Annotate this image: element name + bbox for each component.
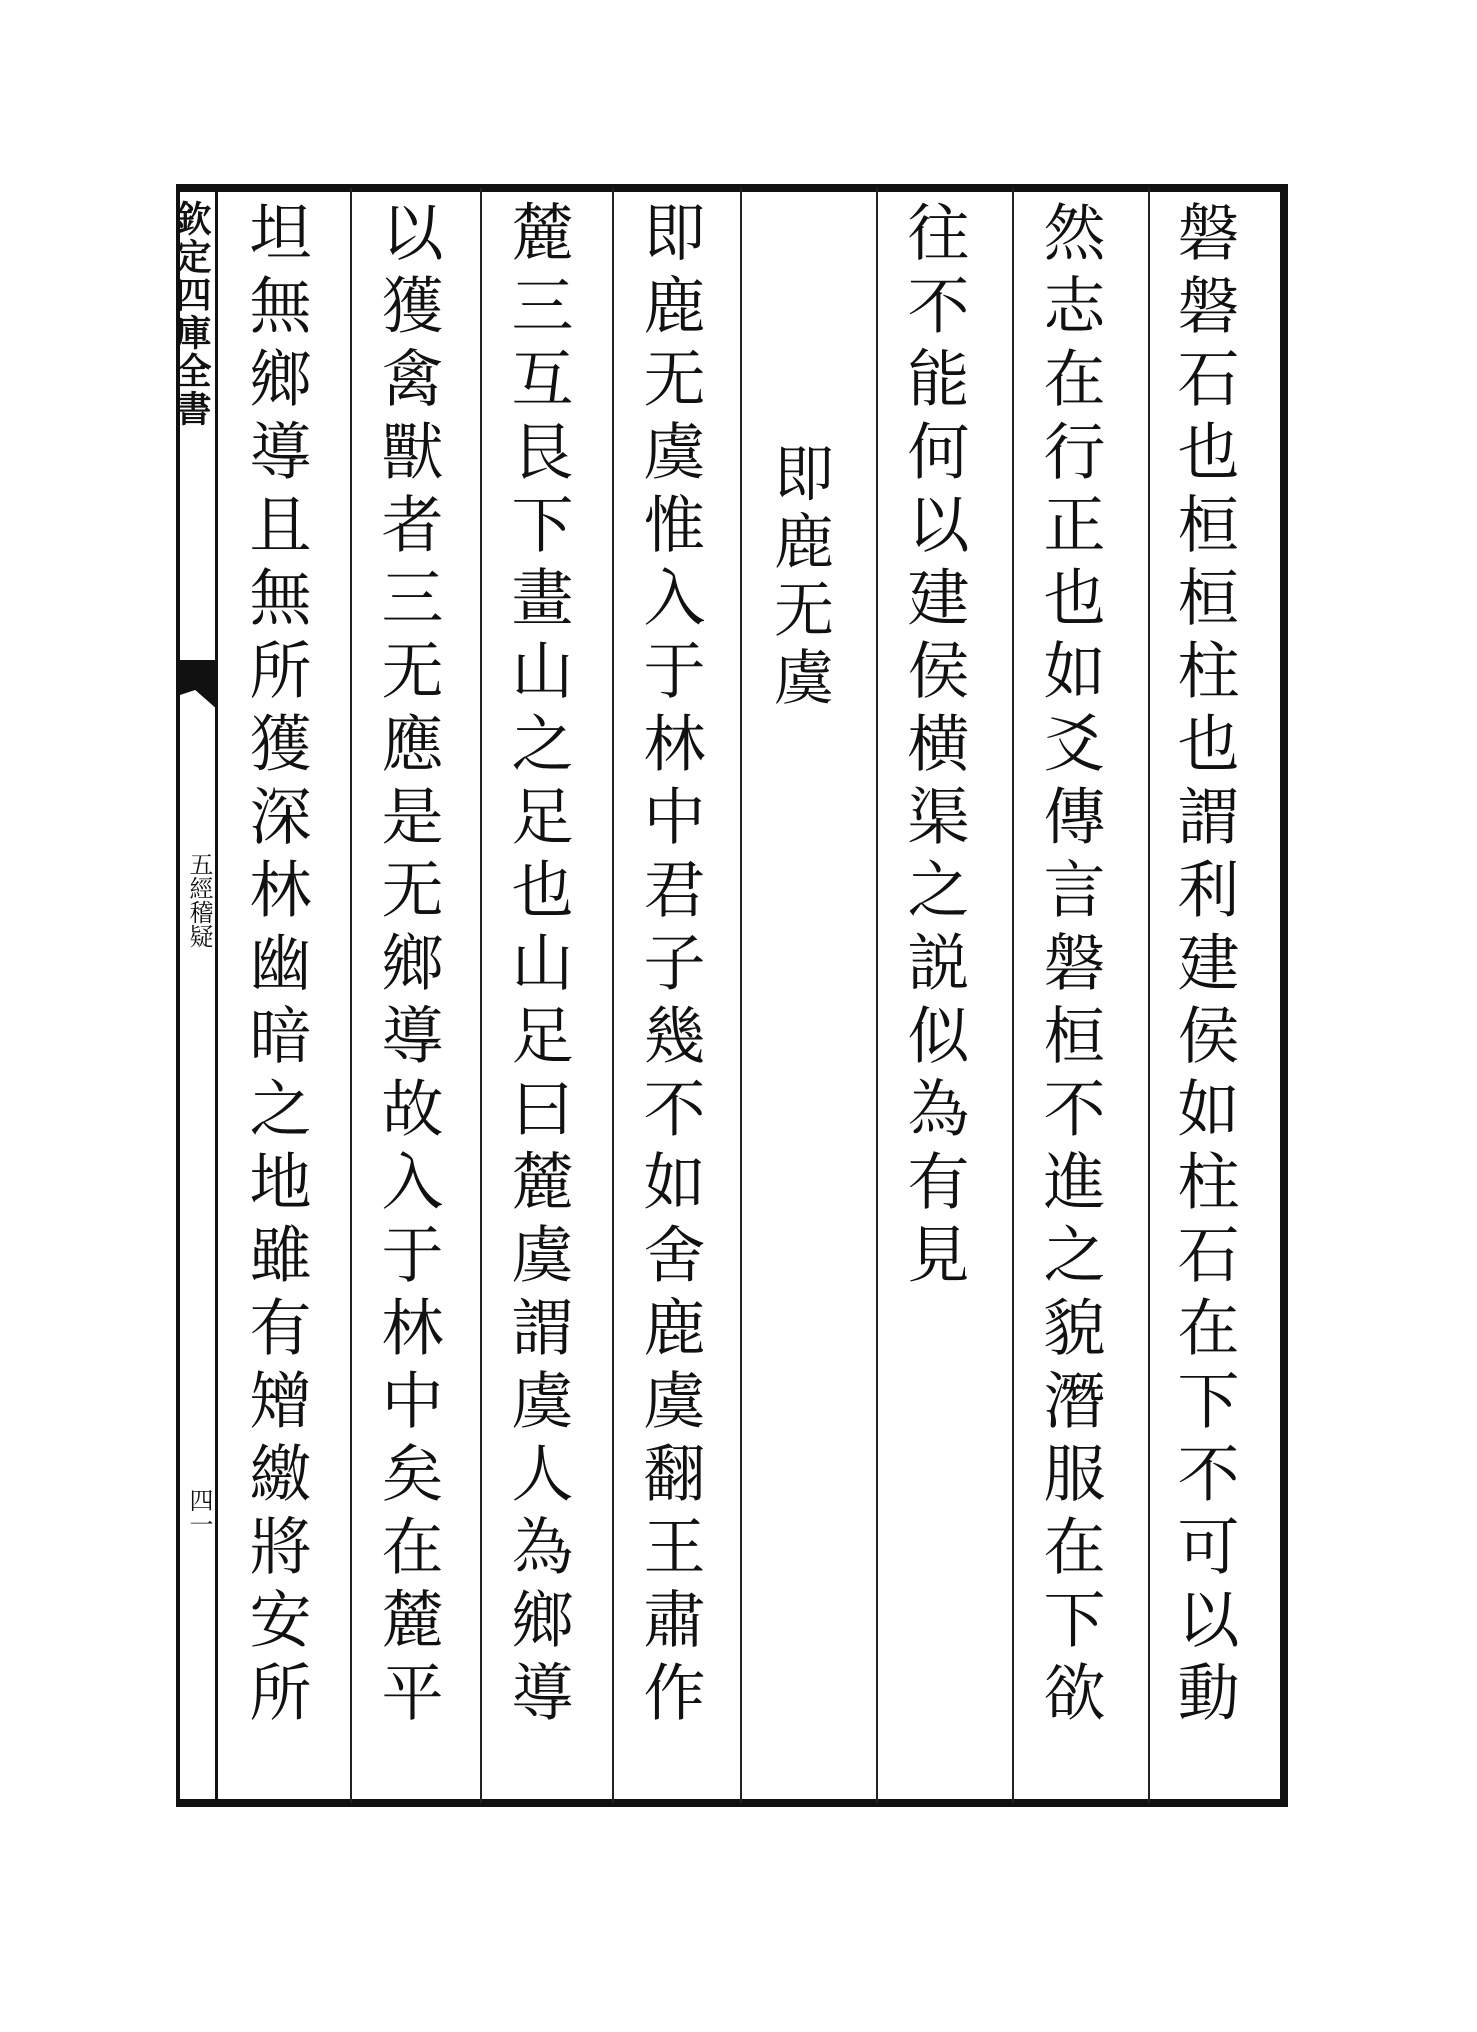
series-title: 欽定四庫全書 (170, 200, 212, 428)
column-divider (350, 188, 352, 1803)
column-divider (876, 188, 878, 1803)
page-frame (170, 184, 1288, 1807)
column-divider (740, 188, 742, 1803)
column-divider (612, 188, 614, 1803)
margin-strip (170, 188, 218, 1803)
column-divider (1148, 188, 1150, 1803)
page-number: 四一 (185, 1488, 213, 1536)
text-column-2: 然志在行正也如爻傳言磐桓不進之貌潛服在下欲 (1033, 200, 1106, 1733)
text-column-8: 坦無鄉導且無所獲深林幽暗之地雖有矰繳將安所 (239, 200, 312, 1733)
column-divider (480, 188, 482, 1803)
column-divider (1012, 188, 1014, 1803)
text-column-6: 麓三互艮下畫山之足也山足曰麓虞謂虞人為鄉導 (501, 200, 574, 1733)
text-column-5: 即鹿无虞惟入于林中君子幾不如舍鹿虞翻王肅作 (633, 200, 706, 1733)
text-column-1: 磐磐石也桓桓柱也謂利建侯如柱石在下不可以動 (1167, 200, 1240, 1733)
section-heading: 即鹿无虞 (764, 442, 834, 714)
text-column-7: 以獲禽獸者三无應是无鄉導故入于林中矣在麓平 (371, 200, 444, 1733)
text-column-3: 往不能何以建侯横渠之説似為有見 (897, 200, 970, 1295)
book-title: 五經稽疑 (185, 852, 213, 948)
